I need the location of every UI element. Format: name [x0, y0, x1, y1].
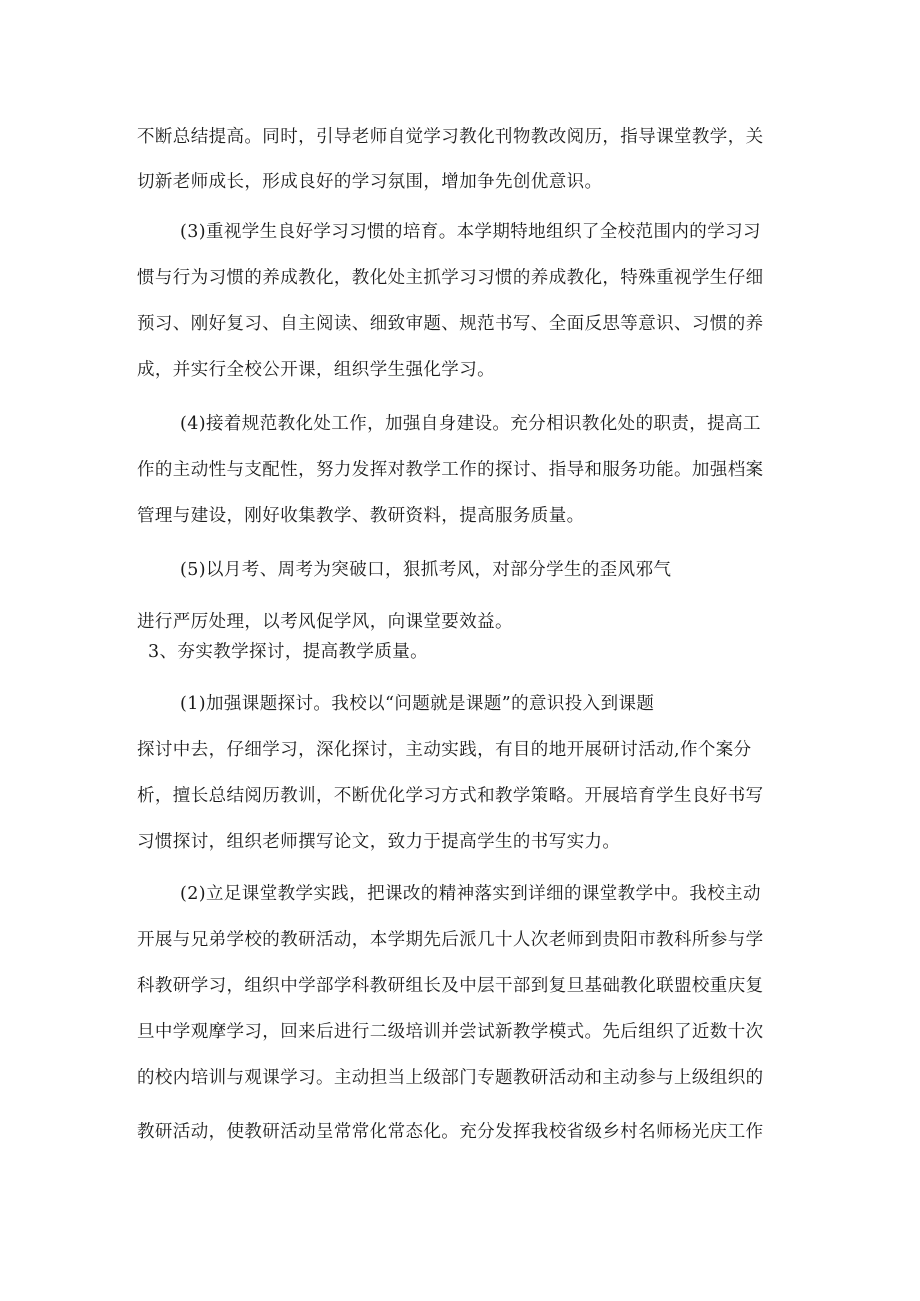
- text-line: 开展与兄弟学校的教研活动，本学期先后派几十人次老师到贵阳市教科所参与学: [137, 930, 764, 950]
- text-line: (5)以月考、周考为突破口，狠抓考风，对部分学生的歪风邪气: [180, 560, 672, 580]
- text-line: 析，擅长总结阅历教训，不断优化学习方式和教学策略。开展培育学生良好书写: [137, 786, 764, 806]
- text-line: 进行严厉处理，以考风促学风，向课堂要效益。: [137, 612, 513, 632]
- text-line: 习惯探讨，组织老师撰写论文，致力于提高学生的书写实力。: [137, 832, 621, 852]
- text-line: 旦中学观摩学习，回来后进行二级培训并尝试新教学模式。先后组织了近数十次: [137, 1022, 764, 1042]
- text-line: 预习、刚好复习、自主阅读、细致审题、规范书写、全面反思等意识、习惯的养: [137, 314, 764, 334]
- text-line: 探讨中去，仔细学习，深化探讨，主动实践，有目的地开展研讨活动,作个案分: [137, 740, 752, 760]
- text-line: 切新老师成长，形成良好的学习氛围，增加争先创优意识。: [137, 172, 603, 192]
- text-line: 教研活动，使教研活动呈常常化常态化。充分发挥我校省级乡村名师杨光庆工作: [137, 1122, 764, 1142]
- text-line: (3)重视学生良好学习习惯的培育。本学期特地组织了全校范围内的学习习: [180, 222, 761, 242]
- text-line: 的校内培训与观课学习。主动担当上级部门专题教研活动和主动参与上级组织的: [137, 1068, 764, 1088]
- text-line: 科教研学习，组织中学部学科教研组长及中层干部到复旦基础教化联盟校重庆复: [137, 976, 764, 996]
- section-heading: 3、夯实教学探讨，提高教学质量。: [148, 642, 429, 662]
- text-line: (4)接着规范教化处工作，加强自身建设。充分相识教化处的职责，提高工: [180, 414, 761, 434]
- text-line: 惯与行为习惯的养成教化，教化处主抓学习习惯的养成教化，特殊重视学生仔细: [137, 268, 764, 288]
- text-line: 作的主动性与支配性，努力发挥对教学工作的探讨、指导和服务功能。加强档案: [137, 460, 764, 480]
- text-line: 成，并实行全校公开课，组织学生强化学习。: [137, 360, 495, 380]
- text-line: 管理与建设，刚好收集教学、教研资料，提高服务质量。: [137, 506, 585, 526]
- text-line: (1)加强课题探讨。我校以“问题就是课题”的意识投入到课题: [180, 694, 655, 714]
- text-line: 不断总结提高。同时，引导老师自觉学习教化刊物教改阅历，指导课堂教学，关: [137, 127, 764, 147]
- text-line: (2)立足课堂教学实践，把课改的精神落实到详细的课堂教学中。我校主动: [180, 884, 761, 904]
